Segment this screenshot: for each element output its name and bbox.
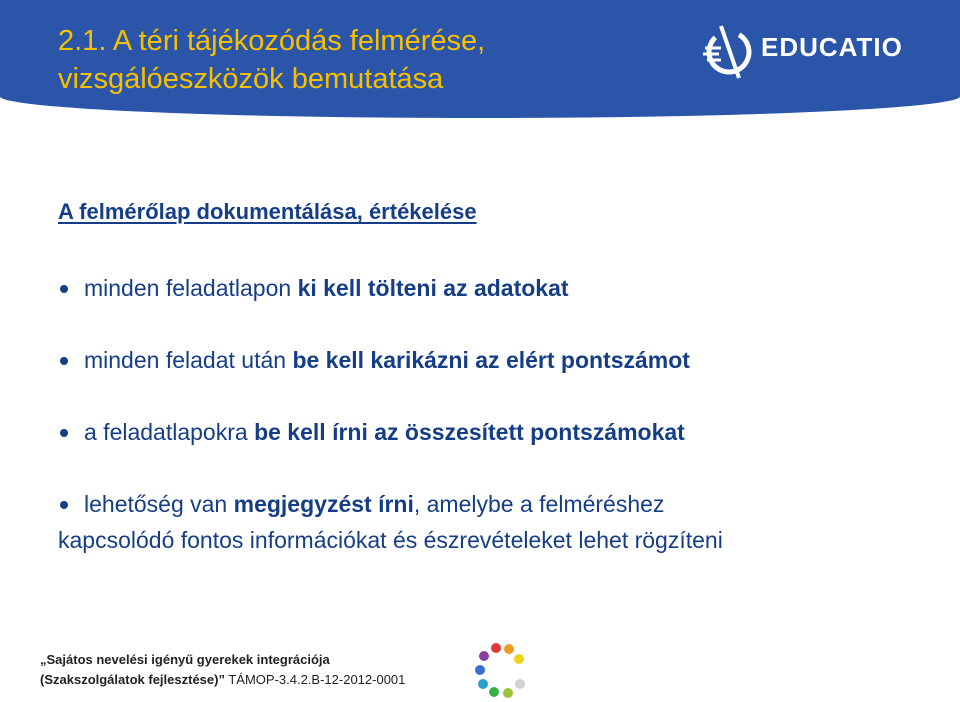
colored-dots-logo-icon	[470, 640, 530, 700]
section-subtitle: A felmérőlap dokumentálása, értékelése	[58, 199, 477, 224]
bullet-bold-text: megjegyzést írni	[233, 491, 414, 517]
bullet-plain-text: , amelybe a felméréshez	[413, 491, 665, 517]
page-title-line1: 2.1. A téri tájékozódás felmérése,	[58, 25, 486, 57]
page-title	[58, 22, 485, 98]
educatio-logo-icon	[703, 22, 759, 82]
bullet-plain-text: a feladatlapokra	[84, 419, 255, 445]
bullet-continuation-text: kapcsolódó fontos információkat és észrevételeket lehet rögzíteni	[58, 527, 723, 553]
educatio-logo-text: EDUCATIO	[761, 32, 903, 62]
footer-project-code: TÁMOP-3.4.2.B-12-2012-0001	[224, 672, 406, 687]
educatio-logo	[703, 22, 923, 82]
bullet-plain-text: minden feladatlapon	[84, 275, 298, 301]
list-item	[58, 270, 938, 306]
footer-line2	[40, 670, 405, 690]
bullet-list	[58, 270, 938, 594]
list-item	[58, 486, 938, 558]
bullet-plain-text: lehetőség van	[84, 491, 234, 517]
list-item	[58, 342, 938, 378]
bullet-plain-text: minden feladat után	[84, 347, 293, 373]
page-title-line2: vizsgálóeszközök bemutatása	[58, 63, 444, 95]
bullet-bold-text: be kell írni az összesített pontszámokat	[254, 419, 685, 445]
bullet-bold-text: ki kell tölteni az adatokat	[297, 275, 569, 301]
footer-project-info	[40, 650, 405, 690]
bullet-bold-text: be kell karikázni az elért pontszámot	[292, 347, 690, 373]
list-item	[58, 414, 938, 450]
footer-project-name: (Szakszolgálatok fejlesztése)”	[40, 672, 225, 687]
footer-line1: „Sajátos nevelési igényű gyerekek integrációja	[40, 652, 330, 667]
